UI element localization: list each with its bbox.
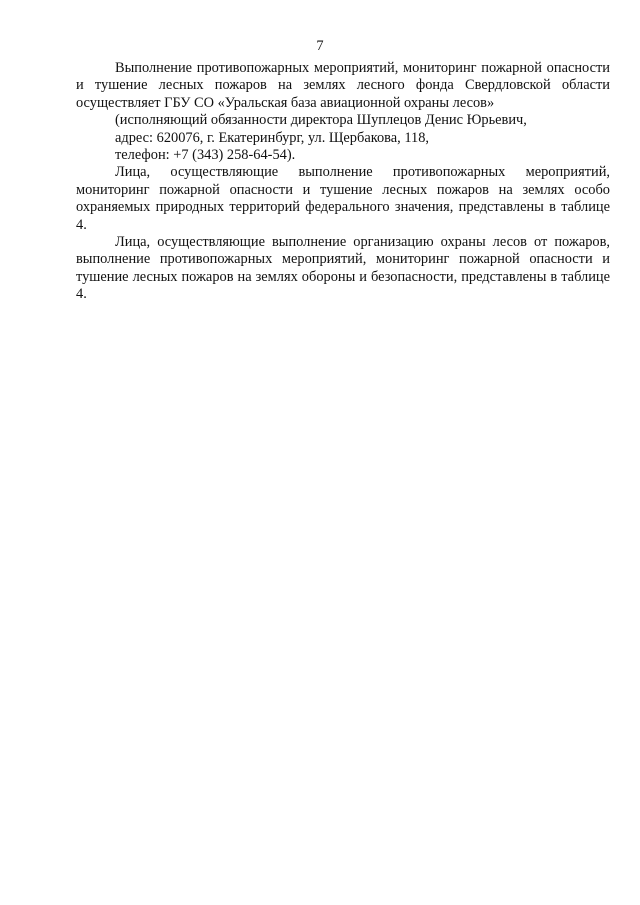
page-number: 7 <box>316 38 324 54</box>
paragraph-fire-prevention-agency: Выполнение противопожарных мероприятий, мониторинг пожарной опасности и тушение лесных пожаров на землях лесного фонда Свердловской области осуществляет ГБУ СО «Уральская база авиационной охраны лесов» <box>76 60 610 111</box>
paragraph-phone: телефон: +7 (343) 258-64-54). <box>115 147 296 164</box>
paragraph-acting-director: (исполняющий обязанности директора Шуплецов Денис Юрьевич, <box>115 112 527 129</box>
paragraph-defense-lands: Лица, осуществляющие выполнение организацию охраны лесов от пожаров, выполнение противопожарных мероприятий, мониторинг пожарной опасности и тушение лесных пожаров на землях обороны и безопасности, представлены в таблице 4. <box>76 234 610 303</box>
paragraph-protected-territories: Лица, осуществляющие выполнение противопожарных мероприятий, мониторинг пожарной опасности и тушение лесных пожаров на землях особо охраняемых природных территорий федерального значения, представлены в таблице 4. <box>76 164 610 233</box>
paragraph-address: адрес: 620076, г. Екатеринбург, ул. Щербакова, 118, <box>115 129 430 146</box>
document-body <box>76 60 610 304</box>
